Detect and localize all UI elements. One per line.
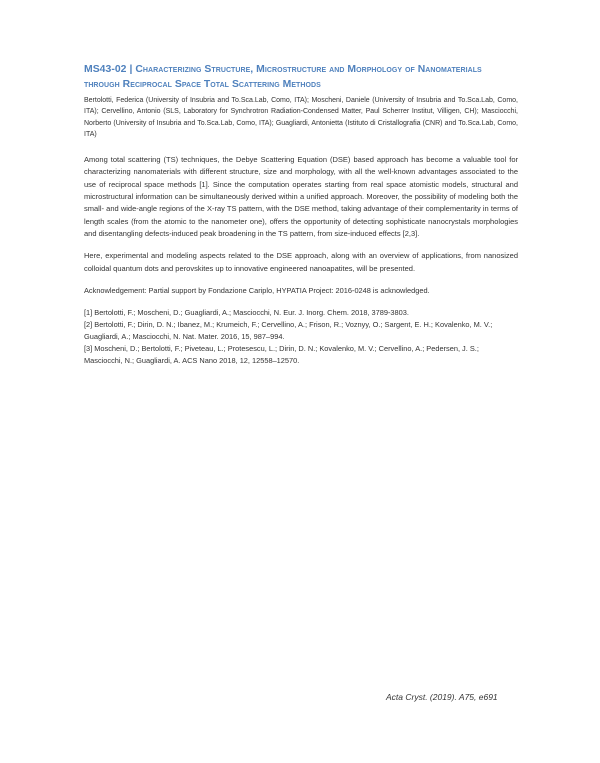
reference-item: [3] Moscheni, D.; Bertolotti, F.; Piveteau, L.; Protesescu, L.; Dirin, D. N.; Kovalenko, M. V.; Cervellino, A.; Pedersen, J. S.; Masciocchi, N.; Guagliardi, A. ACS Nano 2018, 12, 12558–12570. [84,343,479,365]
reference-item: [1] Bertolotti, F.; Moscheni, D.; Guagliardi, A.; Masciocchi, N. Eur. J. Inorg. Chem. 2018, 3789-3803. [84,307,409,317]
references [84,307,518,367]
abstract-paragraph-1: Among total scattering (TS) techniques, the Debye Scattering Equation (DSE) based approach has become a valuable tool for characterizing nanomaterials with different structure, size and morphology, with all the well-known advantages associated to the use of reciprocal space methods [1]. Since the computation operates starting from real space atomistic models, structural and microstructural information can be simultaneously derived within a unified approach. Moreover, the possibility of modeling both the small- and wide-angle regions of the X-ray TS pattern, with the DSE method, taking advantage of their complementarity in terms of length scales (from the atomic to the nanometer one), offers the opportunity of detecting sophisticate nanocrystals morphologies and disentangling defects-induced peak broadening in the TS pattern, from size-induced effects [2,3]. [84,155,518,238]
abstract-body [84,154,518,275]
abstract-paragraph-2: Here, experimental and modeling aspects related to the DSE approach, along with an overview of applications, from nanosized colloidal quantum dots and perovskites up to innovative engineered nanoapatites, will be presented. [84,251,518,273]
journal-citation-footer: Acta Cryst. (2019). A75, e691 [386,692,498,702]
paper-title: MS43-02 | Characterizing Structure, Microstructure and Morphology of Nanomaterials through Reciprocal Space Total Scattering Methods [84,64,482,90]
abstract-page [84,62,518,367]
acknowledgement: Acknowledgement: Partial support by Fondazione Cariplo, HYPATIA Project: 2016-0248 is acknowledged. [84,285,430,295]
author-list: Bertolotti, Federica (University of Insubria and To.Sca.Lab, Como, ITA); Moscheni, Daniele (University of Insubria and To.Sca.Lab, Como, ITA); Cervellino, Antonio (SLS, Laboratory for Synchrotron Radiation-Condensed Matter, Paul Scherrer Institut, Villigen, CH); Masciocchi, Norberto (University of Insubria and To.Sca.Lab, Como, ITA); Guagliardi, Antonietta (Istituto di Cristallografia (CNR) and To.Sca.Lab, Como, ITA) [84,97,518,138]
reference-item: [2] Bertolotti, F.; Dirin, D. N.; Ibanez, M.; Krumeich, F.; Cervellino, A.; Frison, R.; Voznyy, O.; Sargent, E. H.; Kovalenko, M. V.; Guagliardi, A.; Masciocchi, N. Nat. Mater. 2016, 15, 987–994. [84,319,493,341]
